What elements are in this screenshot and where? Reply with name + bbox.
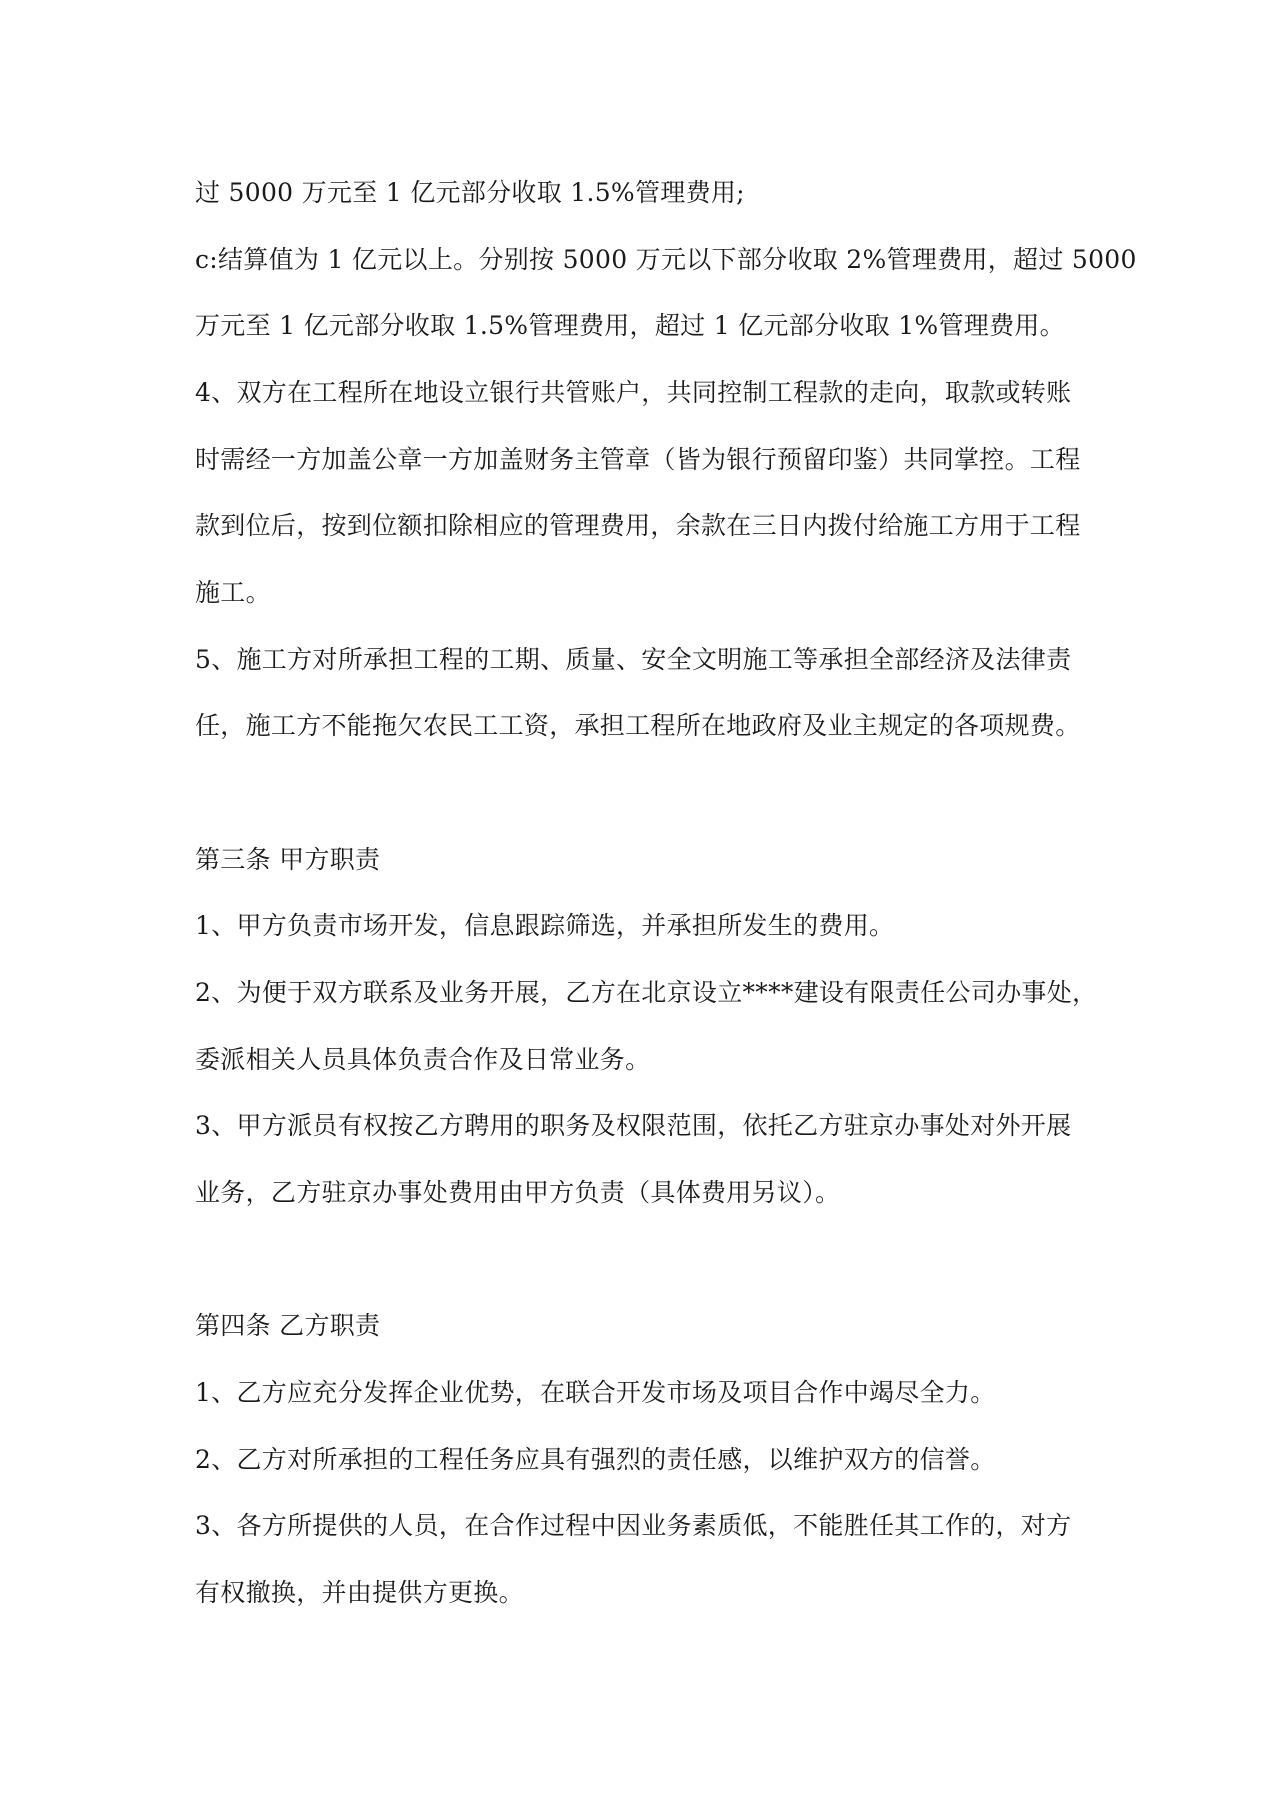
text-line: 2、为便于双方联系及业务开展，乙方在北京设立****建设有限责任公司办事处， [195,978,1098,1007]
section-heading: 第三条 甲方职责 [195,845,381,874]
text-line: 款到位后，按到位额扣除相应的管理费用，余款在三日内拨付给施工方用于工程 [195,511,1081,540]
text-line: 任，施工方不能拖欠农民工工资，承担工程所在地政府及业主规定的各项规费。 [195,711,1081,740]
text-line: 4、双方在工程所在地设立银行共管账户，共同控制工程款的走向，取款或转账 [195,378,1072,407]
text-line: 有权撤换，并由提供方更换。 [195,1578,524,1607]
text-line: 委派相关人员具体负责合作及日常业务。 [195,1045,651,1074]
text-line: 过 5000 万元至 1 亿元部分收取 1.5%管理费用; [195,178,745,207]
text-line: 万元至 1 亿元部分收取 1.5%管理费用，超过 1 亿元部分收取 1%管理费用。 [195,311,1065,340]
text-line: c:结算值为 1 亿元以上。分别按 5000 万元以下部分收取 2%管理费用，超过 5000 [195,245,1137,274]
section-heading: 第四条 乙方职责 [195,1311,381,1340]
text-line: 时需经一方加盖公章一方加盖财务主管章（皆为银行预留印鉴）共同掌控。工程 [195,445,1081,474]
text-line: 1、甲方负责市场开发，信息跟踪筛选，并承担所发生的费用。 [195,911,895,940]
text-line: 3、甲方派员有权按乙方聘用的职务及权限范围，依托乙方驻京办事处对外开展 [195,1111,1072,1140]
text-line: 5、施工方对所承担工程的工期、质量、安全文明施工等承担全部经济及法律责 [195,645,1072,674]
text-line: 施工。 [195,578,271,607]
text-line: 2、乙方对所承担的工程任务应具有强烈的责任感，以维护双方的信誉。 [195,1445,996,1474]
text-line: 业务，乙方驻京办事处费用由甲方负责（具体费用另议）。 [195,1178,841,1207]
text-line: 3、各方所提供的人员，在合作过程中因业务素质低，不能胜任其工作的，对方 [195,1511,1072,1540]
text-line: 1、乙方应充分发挥企业优势，在联合开发市场及项目合作中竭尽全力。 [195,1378,996,1407]
